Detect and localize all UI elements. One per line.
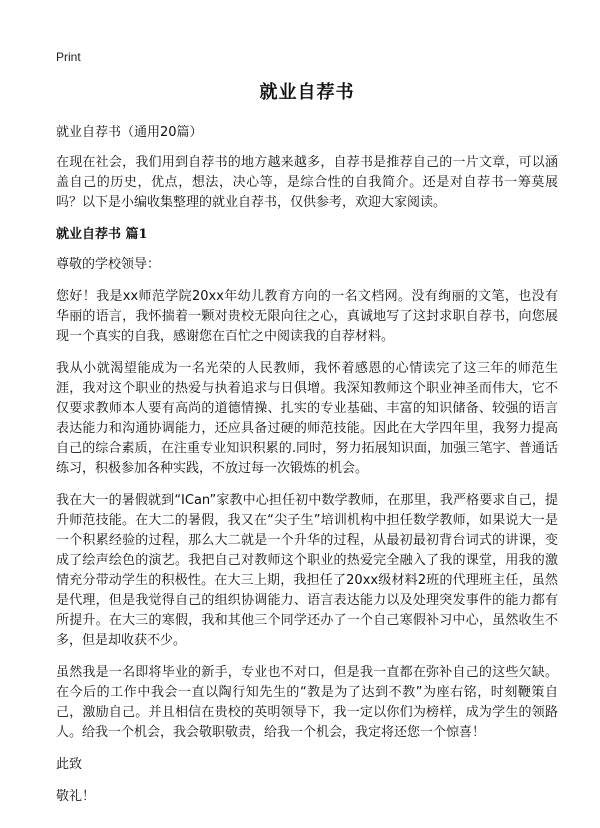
body-paragraph-2: 我从小就渴望能成为一名光荣的人民教师，我怀着感恩的心情读完了这三年的师范生涯，我对这个职业的热爱与执着追求与日俱增。我深知教师这个职业神圣而伟大，它不仅要求教师本人要有高尚的道德情操、扎实的专业基础、丰富的知识储备、较强的语言表达能力和沟通协调能力，还应具备过硬的师范技能。因此在大学四年里，我努力提高自己的综合素质，在注重专业知识积累的.同时，努力拓展知识面，加强三笔字、普通话练习，积极参加各种实践，不放过每一次锻炼的机会。 bbox=[56, 361, 558, 476]
closing-line-2: 敬礼！ bbox=[56, 789, 96, 804]
document-title: 就业自荐书 bbox=[259, 82, 355, 103]
intro-paragraph: 在现在社会，我们用到自荐书的地方越来越多，自荐书是推荐自己的一片文章，可以涵盖自己的历史，优点，想法，决心等，是综合性的自我简介。还是对自荐书一筹莫展吗？以下是小编收集整理的就业自荐书，仅供参考，欢迎大家阅读。 bbox=[56, 155, 558, 210]
body-paragraph-3: 我在大一的暑假就到“ICan”家教中心担任初中数学教师，在那里，我严格要求自己，提升师范技能。在大二的暑假，我又在“尖子生”培训机构中担任数学教师，如果说大一是一个积累经验的过程，那么大二就是一个升华的过程，从最初最初背台词式的讲课，变成了绘声绘色的演艺。我把自己对教师这个职业的热爱完全融入了我的课堂，用我的激情充分带动学生的积极性。在大三上期，我担任了20xx级材料2班的代理班主任，虽然是代理，但是我觉得自己的组织协调能力、语言表达能力以及处理突发事件的能力都有所提升。在大三的寒假，我和其他三个同学还办了一个自己寒假补习中心，虽然收生不多，但是却收获不少。 bbox=[56, 493, 558, 648]
salutation: 尊敬的学校领导： bbox=[56, 257, 161, 272]
section-heading: 就业自荐书 篇1 bbox=[56, 227, 148, 242]
body-paragraph-4: 虽然我是一名即将毕业的新手，专业也不对口，但是我一直都在弥补自己的这些欠缺。在今后的工作中我会一直以陶行知先生的“教是为了达到不教”为座右铭，时刻鞭策自己，激励自己。并且相信在贵校的英明领导下，我一定以你们为榜样，成为学生的领路人。给我一个机会，我会敬职敬责，给我一个机会，我定将还您一个惊喜！ bbox=[56, 665, 558, 740]
document-subtitle: 就业自荐书（通用20篇） bbox=[56, 125, 203, 140]
closing-line-1: 此致 bbox=[56, 757, 83, 772]
print-link[interactable]: Print bbox=[56, 50, 81, 64]
body-paragraph-1: 您好！我是xx师范学院20xx年幼儿教育方向的一名文档网。没有绚丽的文笔，也没有华丽的语言，我怀揣着一颗对贵校无限向往之心，真诚地写了这封求职自荐书，向您展现一个真实的自我，感谢您在百忙之中阅读我的自荐材料。 bbox=[56, 289, 558, 344]
